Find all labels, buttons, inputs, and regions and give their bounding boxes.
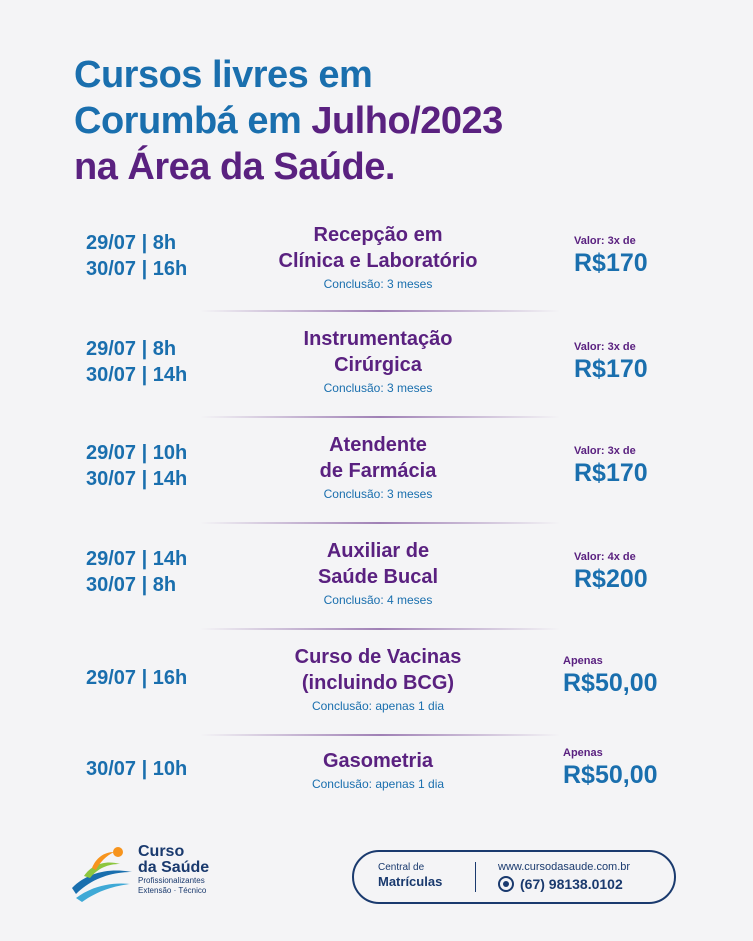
course-row-farmacia [0, 416, 753, 522]
enrollment-label-line: Central de [378, 862, 425, 873]
course-conclusion: Conclusão: 4 meses [323, 593, 433, 607]
course-price [563, 746, 658, 790]
course-date: 30/07 | 8h [86, 574, 177, 596]
course-name-line: Instrumentação [303, 328, 453, 350]
contact-box [352, 850, 676, 904]
course-date: 30/07 | 10h [86, 758, 188, 780]
course-dates [86, 665, 256, 691]
brand-logo [70, 842, 240, 906]
price-label: Apenas [563, 655, 603, 667]
course-info [238, 326, 518, 396]
course-row-gasometria [0, 734, 753, 814]
course-info [238, 748, 518, 792]
title-line-2-purple: Julho/2023 [311, 100, 503, 142]
course-row-saude-bucal [0, 522, 753, 628]
course-price [574, 550, 648, 594]
phone-number[interactable] [498, 874, 630, 894]
logo-text [138, 844, 209, 896]
price-value: R$200 [574, 565, 648, 593]
page-title [74, 52, 634, 190]
title-line-1: Cursos livres em [74, 54, 373, 96]
course-date: 30/07 | 14h [86, 468, 188, 490]
course-row-instrumentacao [0, 310, 753, 416]
course-date: 29/07 | 14h [86, 548, 188, 570]
website-link[interactable]: www.cursodasaude.com.br [498, 861, 631, 873]
course-info [238, 222, 518, 292]
price-value: R$170 [574, 249, 648, 277]
course-conclusion: Conclusão: apenas 1 dia [311, 699, 445, 713]
course-price [574, 234, 648, 278]
course-row-vacinas [0, 628, 753, 734]
course-dates [86, 756, 256, 782]
course-price [563, 654, 658, 698]
course-date: 30/07 | 16h [86, 258, 188, 280]
whatsapp-icon [498, 876, 514, 892]
price-value: R$170 [574, 459, 648, 487]
logo-name-line: Curso [138, 843, 185, 860]
contact-divider [475, 862, 476, 892]
course-conclusion: Conclusão: 3 meses [323, 381, 433, 395]
price-value: R$170 [574, 355, 648, 383]
course-name-line: (incluindo BCG) [301, 672, 455, 694]
course-dates [86, 546, 256, 598]
course-conclusion: Conclusão: 3 meses [323, 487, 433, 501]
course-price [574, 340, 648, 384]
logo-sub-line: Profissionalizantes [138, 876, 205, 885]
course-date: 29/07 | 16h [86, 667, 188, 689]
price-label: Valor: 3x de [574, 341, 636, 353]
price-label: Apenas [563, 747, 603, 759]
course-price [574, 444, 648, 488]
title-line-2 [74, 98, 634, 144]
enrollment-label [378, 862, 442, 890]
course-date: 29/07 | 8h [86, 338, 177, 360]
course-name-line: Saúde Bucal [317, 566, 439, 588]
contact-details [498, 860, 630, 894]
title-line-2-blue: Corumbá em [74, 100, 312, 142]
course-info [238, 432, 518, 502]
logo-sub-line: Extensão · Técnico [138, 886, 207, 895]
price-label: Valor: 3x de [574, 445, 636, 457]
course-name-line: de Farmácia [319, 460, 437, 482]
course-name-line: Curso de Vacinas [294, 646, 462, 668]
course-name-line: Gasometria [322, 750, 434, 772]
course-dates [86, 440, 256, 492]
runner-logo-icon [70, 842, 136, 906]
course-dates [86, 336, 256, 388]
course-info [238, 644, 518, 714]
price-value: R$50,00 [563, 761, 658, 789]
course-date: 29/07 | 10h [86, 442, 188, 464]
course-conclusion: Conclusão: 3 meses [323, 277, 433, 291]
price-label: Valor: 3x de [574, 235, 636, 247]
course-date: 29/07 | 8h [86, 232, 177, 254]
title-line-3: na Área da Saúde. [74, 146, 395, 188]
course-dates [86, 230, 256, 282]
course-name-line: Recepção em [313, 224, 443, 246]
course-row-recepcao [0, 204, 753, 310]
logo-name-line: da Saúde [138, 859, 210, 876]
course-name-line: Clínica e Laboratório [278, 250, 478, 272]
price-label: Valor: 4x de [574, 551, 636, 563]
course-name-line: Atendente [329, 434, 427, 456]
enrollment-label-line: Matrículas [378, 874, 443, 889]
phone-text: (67) 98138.0102 [520, 876, 623, 892]
course-name-line: Auxiliar de [326, 540, 430, 562]
course-info [238, 538, 518, 608]
course-name-line: Cirúrgica [334, 354, 422, 376]
course-conclusion: Conclusão: apenas 1 dia [311, 777, 445, 791]
price-value: R$50,00 [563, 669, 658, 697]
course-date: 30/07 | 14h [86, 364, 188, 386]
